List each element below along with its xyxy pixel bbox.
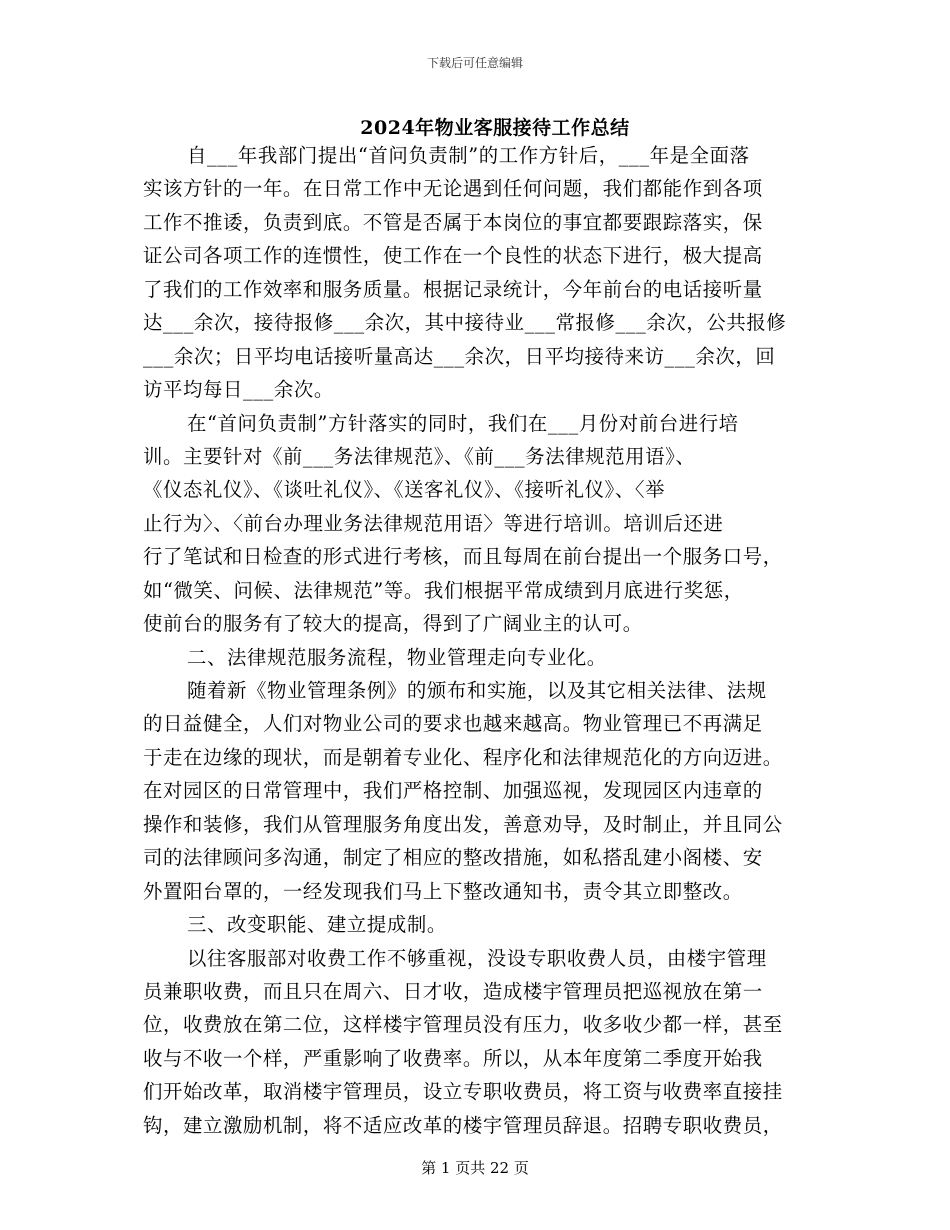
text-line: 了我们的工作效率和服务质量。根据记录统计，今年前台的电话接听量 [143,277,763,301]
text-line: 位，收费放在第二位，这样楼宇管理员没有压力，收多收少都一样，甚至 [143,1013,783,1037]
text-line: 员兼职收费，而且只在周六、日才收，造成楼宇管理员把巡视放在第一 [143,979,763,1003]
text-line: 以往客服部对收费工作不够重视，没设专职收费人员，由楼宇管理 [187,946,767,970]
text-line: 行了笔试和日检查的形式进行考核，而且每周在前台提出一个服务口号， [143,545,783,569]
text-line: 收与不收一个样，严重影响了收费率。所以，从本年度第二季度开始我 [143,1046,763,1070]
text-line: ___余次；日平均电话接听量高达___余次，日平均接待来访___余次，回 [143,344,776,368]
text-line: 随着新《物业管理条例》的颁布和实施，以及其它相关法律、法规 [187,679,767,702]
text-line: 访平均每日___余次。 [143,378,334,402]
text-line: 司的法律顾问多沟通，制定了相应的整改措施，如私搭乱建小阁楼、安 [143,846,763,870]
text-line: 钩，建立激励机制，将不适应改革的楼宇管理员辞退。招聘专职收费员， [143,1113,783,1137]
document-title: 2024年物业客服接待工作总结 [360,117,630,139]
text-line: 于走在边缘的现状，而是朝着专业化、程序化和法律规范化的方向迈进。 [143,745,783,769]
text-line: 自___年我部门提出“首问负责制”的工作方针后，___年是全面落 [187,144,750,167]
text-line: 在对园区的日常管理中，我们严格控制、加强巡视，发现园区内违章的 [143,779,763,803]
text-line: 在“首问负责制”方针落实的同时，我们在___月份对前台进行培 [187,411,739,435]
document-body [143,139,811,1142]
text-line: 实该方针的一年。在日常工作中无论遇到任何问题，我们都能作到各项 [143,177,763,201]
text-line: 使前台的服务有了较大的提高，得到了广阔业主的认可。 [143,612,643,636]
text-line: 三、改变职能、建立提成制。 [187,913,447,937]
text-line: 外置阳台罩的，一经发现我们马上下整改通知书，责令其立即整改。 [143,879,743,903]
text-line: 工作不推诿，负责到底。不管是否属于本岗位的事宜都要跟踪落实，保 [143,210,763,234]
text-line: 操作和装修，我们从管理服务角度出发，善意劝导，及时制止，并且同公 [143,812,783,836]
page-footer: 第 1 页共 22 页 [421,1159,529,1177]
text-line: 证公司各项工作的连惯性，使工作在一个良性的状态下进行，极大提高 [143,244,763,268]
text-line: 们开始改革，取消楼宇管理员，设立专职收费员，将工资与收费率直接挂 [143,1080,783,1104]
text-line: 《仪态礼仪》、《谈吐礼仪》、《送客礼仪》、《接听礼仪》、〈举 [143,478,666,502]
text-line: 如“微笑、问候、法律规范”等。我们根据平常成绩到月底进行奖惩， [143,578,744,602]
header-note: 下载后可任意编辑 [426,56,523,70]
text-line: 止行为〉、〈前台办理业务法律规范用语〉等进行培训。培训后还进 [143,511,724,535]
text-line: 训。主要针对《前___务法律规范》、《前___务法律规范用语》、 [143,444,696,468]
text-line: 的日益健全，人们对物业公司的要求也越来越高。物业管理已不再满足 [143,712,763,736]
text-line: 二、法律规范服务流程，物业管理走向专业化。 [187,645,607,669]
text-line: 达___余次，接待报修___余次，其中接待业___常报修___余次，公共报修 [143,311,787,335]
